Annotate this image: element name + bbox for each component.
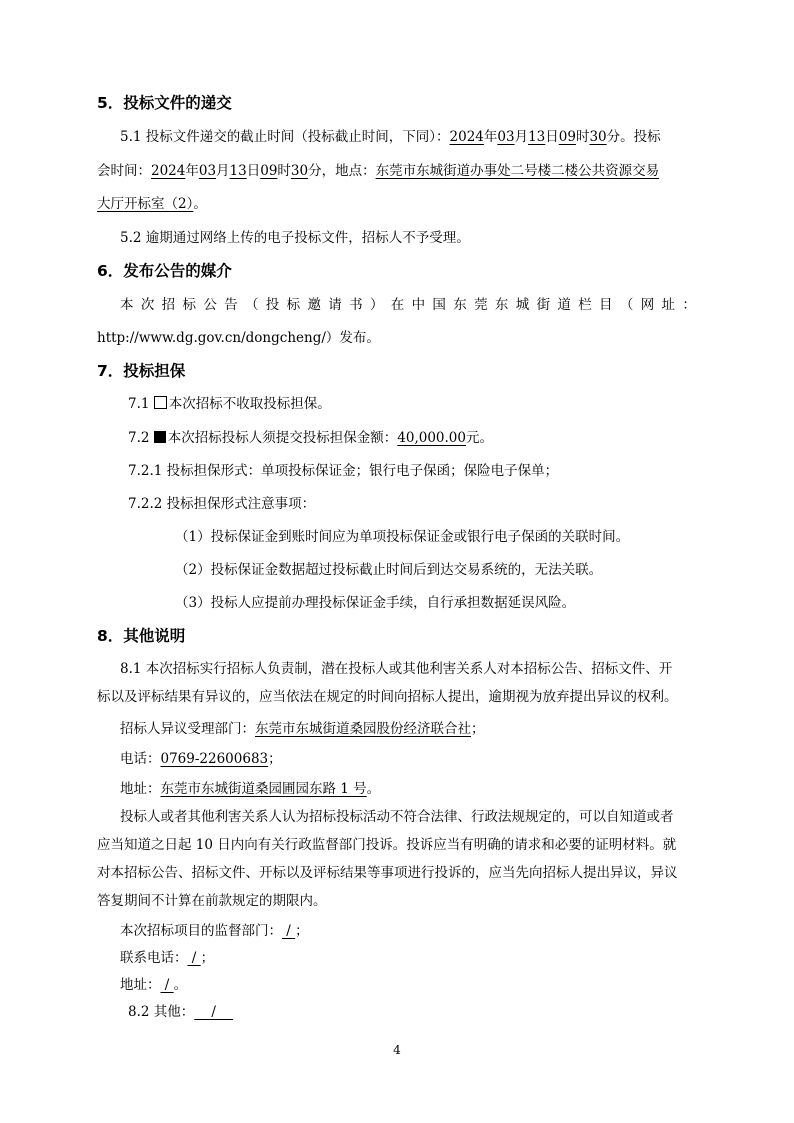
objection-department: 招标人异议受理部门：东莞市东城街道桑园股份经济联合社； <box>120 721 485 737</box>
justified-char: 投 <box>265 297 280 313</box>
section-7-2: 7.2 本次招标投标人须提交投标担保金额：40,000.00元。 <box>128 430 493 446</box>
justified-char: （ <box>244 297 259 313</box>
section-5-title: 5．投标文件的递交 <box>97 94 232 112</box>
justified-char: 东 <box>453 297 467 313</box>
justified-char: 网 <box>640 297 655 313</box>
section-7-note-3: （3）投标人应提前办理投标保证金手续，自行承担数据延误风险。 <box>175 595 576 611</box>
section-5-1-line-1: 5.1 投标文件递交的截止时间（投标截止时间，下同）：2024年03月13日09时30分。投标 <box>120 129 661 145</box>
justified-char: 栏 <box>578 297 592 313</box>
justified-char: 中 <box>411 297 426 313</box>
justified-char: （ <box>619 297 634 313</box>
section-8-title: 8．其他说明 <box>97 627 186 645</box>
section-8-1-line-2: 标以及评标结果有异议的，应当依法在规定的时间向招标人提出，逾期视为放弃提出异议的权利。 <box>97 689 678 705</box>
page-number: 4 <box>393 1043 401 1057</box>
section-7-2-2: 7.2.2 投标担保形式注意事项： <box>128 496 316 512</box>
justified-char: 东 <box>494 297 509 313</box>
justified-char: 告 <box>224 297 238 313</box>
justified-char: 标 <box>182 297 196 313</box>
section-6-line-2: http://www.dg.gov.cn/dongcheng/）发布。 <box>97 330 380 346</box>
justified-char: 目 <box>599 297 613 313</box>
supervision-department: 本次招标项目的监督部门： / ； <box>120 923 309 939</box>
unchecked-box-icon <box>154 396 167 409</box>
supervision-telephone: 联系电话： / ； <box>120 950 215 966</box>
checked-box-icon <box>154 431 166 443</box>
objection-telephone: 电话：0769-22600683； <box>120 751 282 767</box>
section-5-1-line-3: 大厅开标室（2）。 <box>97 196 207 212</box>
complaint-line-4: 答复期间不计算在前款规定的期限内。 <box>97 893 327 909</box>
justified-char: ： <box>682 297 696 313</box>
section-8-1-line-1: 8.1 本次招标实行招标人负责制，潜在投标人或其他利害关系人对本招标公告、招标文件、开 <box>120 661 673 677</box>
justified-char: 本 <box>120 297 134 313</box>
justified-char: 书 <box>349 297 363 313</box>
section-7-note-2: （2）投标保证金数据超过投标截止时间后到达交易系统的，无法关联。 <box>175 562 603 578</box>
justified-char: 国 <box>432 297 446 313</box>
justified-char: 在 <box>390 297 405 313</box>
justified-char: 招 <box>161 297 176 313</box>
justified-char: 请 <box>328 297 342 313</box>
justified-char: 街 <box>536 297 551 313</box>
section-7-note-1: （1）投标保证金到账时间应为单项投标保证金或银行电子保函的关联时间。 <box>175 529 630 545</box>
justified-char: 城 <box>515 297 530 313</box>
justified-char: ） <box>369 297 384 313</box>
section-8-2: 8.2 其他： / <box>128 1004 234 1020</box>
justified-char: 邀 <box>307 297 321 313</box>
section-7-2-1: 7.2.1 投标担保形式：单项投标保证金；银行电子保函；保险电子保单； <box>128 463 559 479</box>
complaint-line-2: 应当知道之日起 10 日内向有关行政监督部门投诉。投诉应当有明确的请求和必要的证明材料。就 <box>97 837 677 853</box>
complaint-line-1: 投标人或者其他利害关系人认为招标投标活动不符合法律、行政法规规定的，可以自知道或者 <box>120 809 674 825</box>
section-5-1-line-2: 会时间：2024年03月13日09时30分，地点：东莞市东城街道办事处二号楼二楼公共资源交易 <box>97 163 660 179</box>
justified-char: 道 <box>557 297 571 313</box>
section-7-title: 7．投标担保 <box>97 362 186 380</box>
justified-char: 公 <box>203 297 217 313</box>
justified-char: 标 <box>286 297 301 313</box>
justified-char: 次 <box>140 297 155 313</box>
objection-address: 地址：东莞市东城街道桑园圃园东路 1 号。 <box>120 781 381 797</box>
justified-char: 莞 <box>474 297 488 313</box>
complaint-line-3: 对本招标公告、招标文件、开标以及评标结果等事项进行投诉的，应当先向招标人提出异议，异议 <box>97 865 678 881</box>
section-6-title: 6．发布公告的媒介 <box>97 262 232 280</box>
section-7-1: 7.1 本次招标不收取投标担保。 <box>128 396 331 412</box>
section-5-2: 5.2 逾期通过网络上传的电子投标文件，招标人不予受理。 <box>120 230 470 246</box>
section-6-line-1 <box>120 295 696 315</box>
supervision-address: 地址： / 。 <box>120 977 188 993</box>
justified-char: 址 <box>661 297 676 313</box>
